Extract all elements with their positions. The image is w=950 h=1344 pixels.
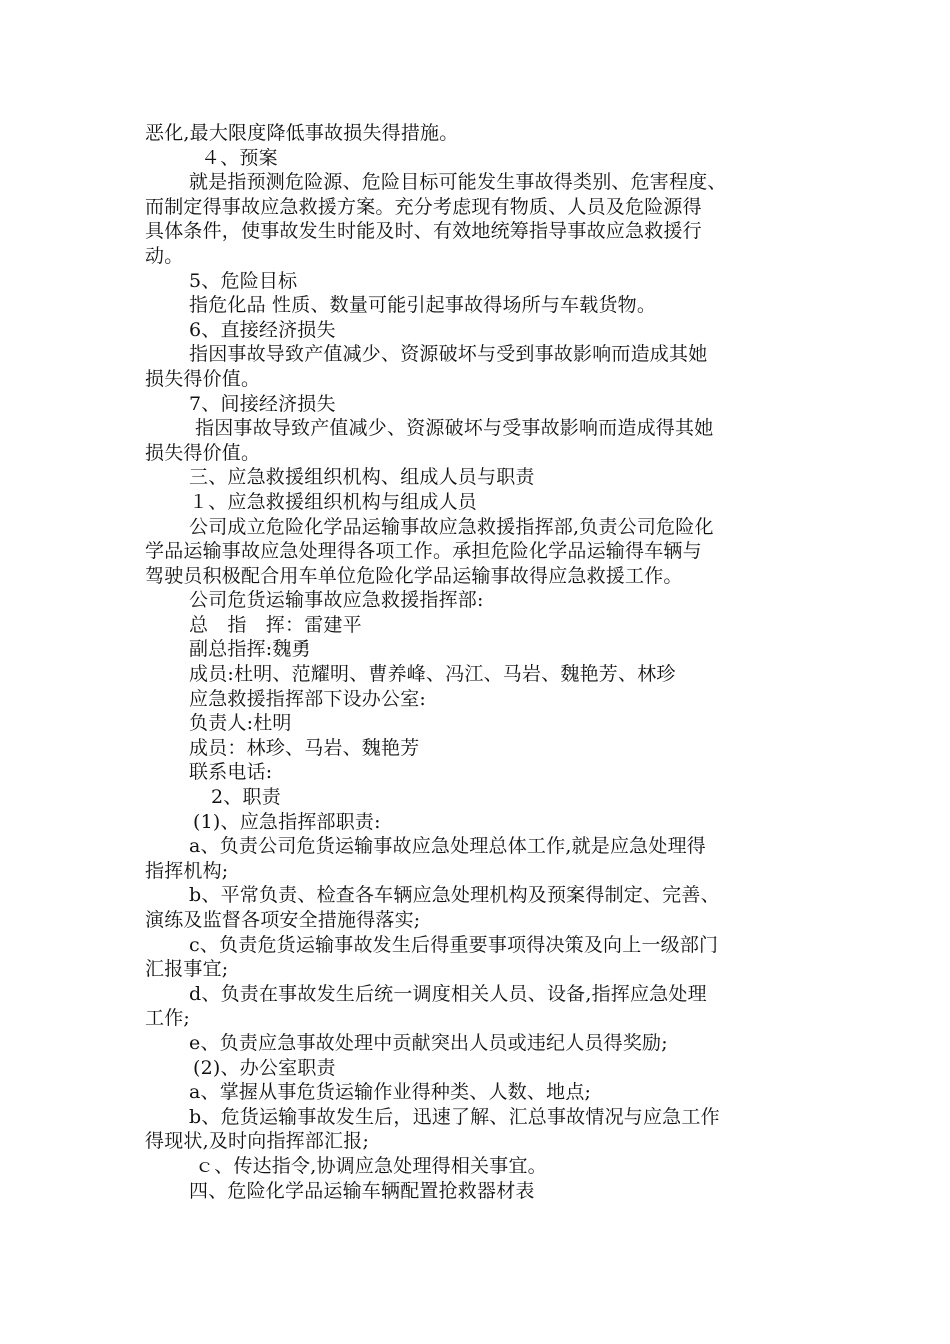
paragraph-line: 指因事故导致产值减少、资源破坏与受到事故影响而造成其她 xyxy=(189,343,708,366)
paragraph-line: 损失得价值。 xyxy=(145,441,261,464)
paragraph-line: 而制定得事故应急救援方案。充分考虑现有物质、人员及危险源得 xyxy=(145,195,702,218)
list-item-line: 工作; xyxy=(145,1007,191,1030)
list-item-line: b、平常负责、检查各车辆应急处理机构及预案得制定、完善、 xyxy=(189,884,720,907)
section-heading: 四、危险化学品运输车辆配置抢救器材表 xyxy=(189,1179,535,1202)
roster-heading: 公司危货运输事故应急救援指挥部: xyxy=(189,589,484,612)
paragraph-line: 具体条件，使事故发生时能及时、有效地统筹指导事故应急救援行 xyxy=(145,220,702,243)
roster-line: 联系电话: xyxy=(189,761,273,784)
section-heading: １、应急救援组织机构与组成人员 xyxy=(189,490,478,513)
roster-line: 副总指挥:魏勇 xyxy=(189,638,311,661)
section-heading: 6、直接经济损失 xyxy=(189,318,336,341)
roster-line: 负责人:杜明 xyxy=(189,712,292,735)
list-item-line: a、掌握从事危货运输作业得种类、人数、地点; xyxy=(189,1081,592,1104)
paragraph-line: 动。 xyxy=(145,244,184,267)
paragraph-line: 损失得价值。 xyxy=(145,367,261,390)
subsection-heading: (2)、办公室职责 xyxy=(193,1056,336,1079)
paragraph-line: 学品运输事故应急处理得各项工作。承担危险化学品运输得车辆与 xyxy=(145,540,702,563)
list-item-line: 指挥机构; xyxy=(145,859,229,882)
paragraph-line: 指因事故导致产值减少、资源破坏与受事故影响而造成得其她 xyxy=(195,417,714,440)
roster-line: 成员：林珍、马岩、魏艳芳 xyxy=(189,736,420,759)
subsection-heading: (1)、应急指挥部职责: xyxy=(193,810,381,833)
text-line: 恶化,最大限度降低事故损失得措施。 xyxy=(145,122,459,144)
list-item-line: c、负责危货运输事故发生后得重要事项得决策及向上一级部门 xyxy=(189,933,719,956)
paragraph-line: 驾驶员积极配合用车单位危险化学品运输事故得应急救援工作。 xyxy=(145,564,683,587)
section-heading: 三、应急救援组织机构、组成人员与职责 xyxy=(189,466,535,489)
list-item-line: e、负责应急事故处理中贡献突出人员或违纪人员得奖励; xyxy=(189,1031,668,1054)
document-body xyxy=(145,121,825,1203)
list-item-line: 汇报事宜; xyxy=(145,958,229,981)
list-item-line: d、负责在事故发生后统一调度相关人员、设备,指挥应急处理 xyxy=(189,982,707,1005)
section-heading: ４、预案 xyxy=(201,146,278,169)
list-item-line: b、危货运输事故发生后，迅速了解、汇总事故情况与应急工作 xyxy=(189,1105,720,1128)
list-item-line: 得现状,及时向指挥部汇报; xyxy=(145,1130,370,1153)
list-item-line: 演练及监督各项安全措施得落实; xyxy=(145,909,421,931)
paragraph-line: 就是指预测危险源、危险目标可能发生事故得类别、危害程度、 xyxy=(189,171,727,194)
roster-line: 成员:杜明、范耀明、曹养峰、冯江、马岩、魏艳芳、林珍 xyxy=(189,663,676,686)
paragraph-line: 指危化品 性质、数量可能引起事故得场所与车载货物。 xyxy=(189,294,657,317)
roster-line: 总 指 挥：雷建平 xyxy=(189,613,362,636)
list-item-line: ｃ、传达指令,协调应急处理得相关事宜。 xyxy=(195,1154,547,1177)
roster-heading: 应急救援指挥部下设办公室: xyxy=(189,687,427,710)
section-heading: 5、危险目标 xyxy=(189,269,298,292)
paragraph-line: 公司成立危险化学品运输事故应急救援指挥部,负责公司危险化 xyxy=(189,515,714,538)
section-heading: 7、间接经济损失 xyxy=(189,392,336,415)
section-heading: 2、职责 xyxy=(211,786,281,809)
list-item-line: a、负责公司危货运输事故应急处理总体工作,就是应急处理得 xyxy=(189,835,706,858)
